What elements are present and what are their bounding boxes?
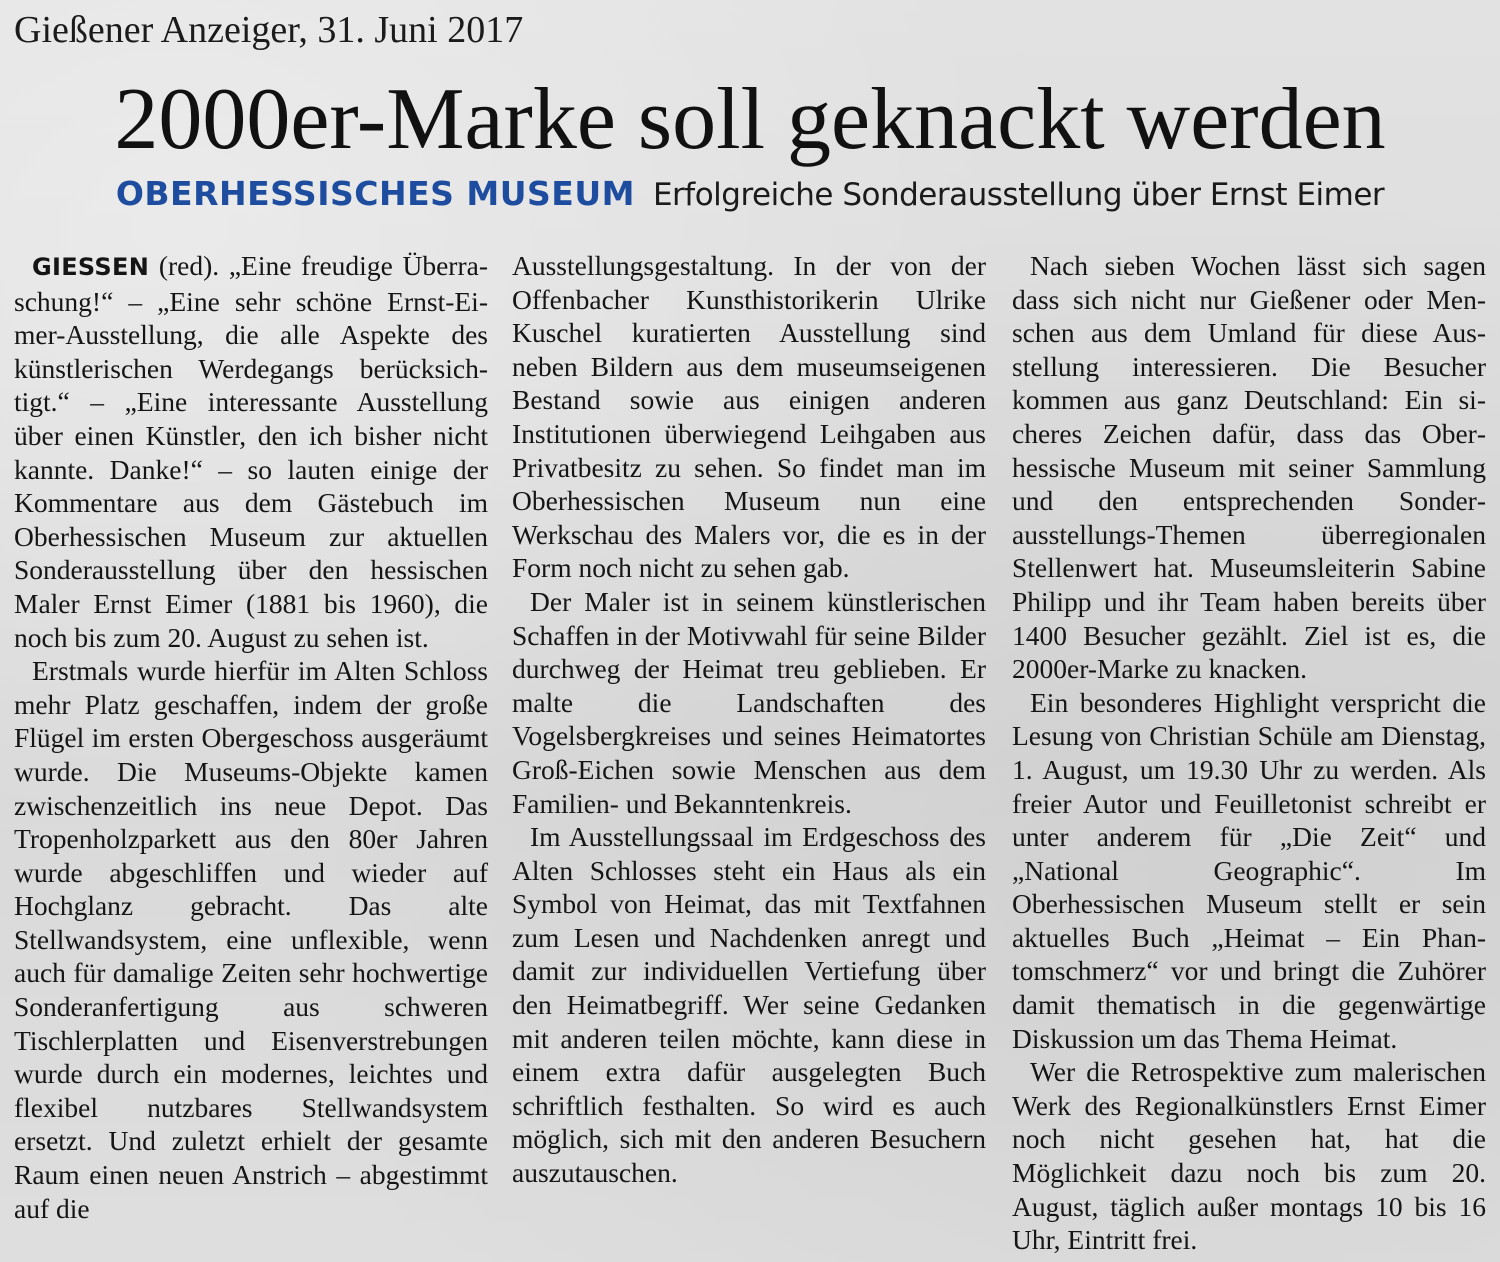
article-headline: 2000er-Marke soll geknackt werden [114,71,1386,168]
article-paragraph [14,249,488,654]
article-column-2 [512,249,986,1190]
article-dateline: GIESSEN [32,253,150,281]
article-subline [0,172,1500,222]
article-paragraph: Ausstellungsgestaltung. In der von der Offenbacher Kunsthistorikerin Ulrike Kuschel kuratierten Ausstellung sind neben Bildern aus dem museumseigenen Bestand sowie aus einigen anderen Institutionen überwiegend Leihgaben aus Privatbesitz zu sehen. So findet man im Oberhessischen Museum nun eine Werkschau des Malers vor, die es in der Form noch nicht zu sehen gab. [512,250,986,584]
article-paragraph: Ein besonderes Highlight verspricht die Lesung von Christian Schüle am Dienstag, 1. August, um 19.30 Uhr zu werden. Als freier Autor und Feuilletonist schreibt er unter anderem für „Die Zeit“ und „National Geographic“. Im Oberhessischen Museum stellt er sein aktuelles Buch „Heimat – Ein Phantomschmerz“ vor und bringt die Zuhörer damit thematisch in die gegenwärtige Diskussion um das Thema Heimat. [1012,686,1486,1054]
article-column-1 [14,249,488,1225]
article-paragraph: Im Ausstellungssaal im Erdgeschoss des Alten Schlosses steht ein Haus als ein Symbol von Heimat, das mit Textfahnen zum Lesen und Nachdenken anregt und damit zur individuellen Vertiefung über den Heimatbegriff. Wer seine Gedanken mit anderen teilen möchte, kann diese in einem extra dafür ausgelegten Buch schriftlich festhalten. So wird es auch möglich, sich mit den anderen Besuchern auszutauschen. [512,821,986,1189]
article-column-3 [1012,249,1486,1257]
paragraph-text: (red). „Eine freudige Überraschung!“ – „Eine sehr schöne Ernst-Eimer-Ausstellung, die alle Aspekte des künstlerischen Werdegangs berücksichtigt.“ – „Eine interessante Ausstellung über einen Künstler, den ich bisher nicht kannte. Danke!“ – so lauten einige der Kommentare aus dem Gästebuch im Oberhessischen Museum zur aktuellen Sonderausstellung über den hessischen Maler Ernst Eimer (1881 bis 1960), die noch bis zum 20. August zu sehen ist. [14,250,488,653]
article-paragraph: Der Maler ist in seinem künstlerischen Schaffen in der Motivwahl für seine Bilder durchweg der Heimat treu geblieben. Er malte die Landschaften des Vogelsbergkreises und seines Heimatortes Groß-Eichen sowie Menschen aus dem Familien- und Bekanntenkreis. [512,585,986,819]
article-paragraph: Erstmals wurde hierfür im Alten Schloss mehr Platz geschaffen, indem der große Flügel im ersten Obergeschoss ausgeräumt wurde. Die Museums-Objekte kamen zwischenzeitlich ins neue Depot. Das Tropenholzparkett aus den 80er Jahren wurde abgeschliffen und wieder auf Hochglanz gebracht. Das alte Stellwandsystem, eine unflexible, wenn auch für damalige Zeiten sehr hochwertige Sonderanfertigung aus schweren Tischlerplatten und Eisenverstrebungen wurde durch ein modernes, leichtes und flexibel nutzbares Stellwandsystem ersetzt. Und zuletzt erhielt der gesamte Raum einen neuen Anstrich – abgestimmt auf die [14,655,488,1224]
source-citation: Gießener Anzeiger, 31. Juni 2017 [14,9,524,51]
article-paragraph: Wer die Retrospektive zum malerischen Werk des Regionalkünstlers Ernst Eimer noch nicht gesehen hat, hat die Möglichkeit dazu noch bis zum 20. August, täglich außer montags 10 bis 16 Uhr, Eintritt frei. [1012,1056,1486,1256]
article-subtitle: Erfolgreiche Sonderausstellung über Ernst Eimer [652,177,1385,213]
article-paragraph: Nach sieben Wochen lässt sich sagen dass sich nicht nur Gießener oder Menschen aus dem Umland für diese Ausstellung interessieren. Die Besucher kommen aus ganz Deutschland: Ein sicheres Zeichen dafür, dass das Oberhessische Museum mit seiner Sammlung und den entsprechenden Sonderausstellungs-Themen überregionalen Stellenwert hat. Museumsleiterin Sabine Philipp und ihr Team haben bereits über 1400 Besucher gezählt. Ziel ist es, die 2000er-Marke zu knacken. [1012,250,1486,685]
article-kicker: OBERHESSISCHES MUSEUM [115,174,635,213]
